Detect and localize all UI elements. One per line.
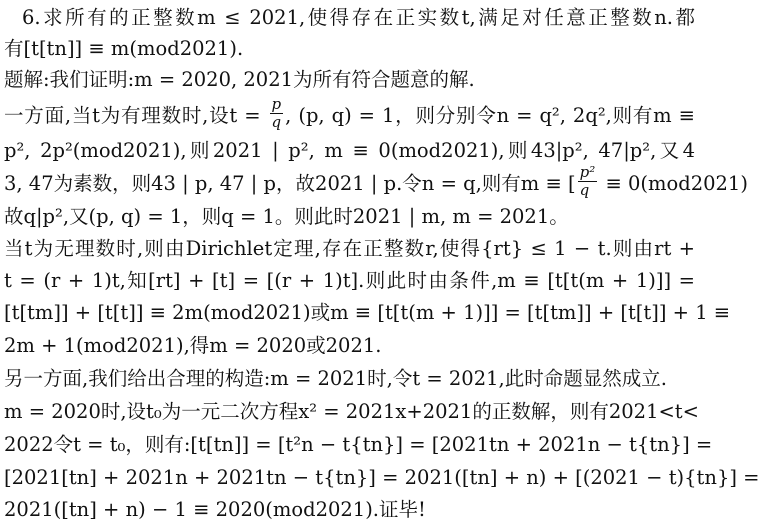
rational-case-text-c: 3, 47为素数，则43 | p, 47 | p，故2021 | p.令n = q,则有m ≡ [ [4,172,576,195]
fraction-numerator: p² [579,163,596,181]
construction-line-5: 2021([tn] + n) − 1 ≡ 2020(mod2021).证毕! [4,498,426,521]
problem-statement-line-2: 有[t[tn]] ≡ m(mod2021). [4,37,244,60]
rational-case-text-a: 一方面,当t为有理数时,设t = [4,104,268,127]
rational-case-line-2: p², 2p²(mod2021),则2021 | p², m ≡ 0(mod2021),则43|p², 47|p²,又4 [4,139,695,162]
irrational-case-line-2: t = (r + 1)t,知[rt] + [t] = [(r + 1)t].则此时由条件,m ≡ [t[t(m + 1)]] = [4,269,695,292]
construction-line-1: 另一方面,我们给出合理的构造:m = 2021时,令t = 2021,此时命题显然成立. [4,367,667,390]
irrational-case-line-4: 2m + 1(mod2021),得m = 2020或2021. [4,334,382,357]
rational-case-text-b: , (p, q) = 1，则分别令n = q², 2q²,则有m ≡ [285,104,695,127]
problem-statement-line-1: 6.求所有的正整数m ≤ 2021,使得存在正实数t,满足对任意正整数n.都 [22,6,695,29]
rational-case-conclusion: 故q|p²,又(p, q) = 1，则q = 1。则此时2021 | m, m = 2021。 [4,205,569,228]
fraction-p2-over-q [578,165,598,198]
rational-case-text-d: ≡ 0(mod2021) [599,172,748,195]
fraction-denominator: q [579,181,590,199]
construction-line-2: m = 2020时,设t₀为一元二次方程x² = 2021x+2021的正数解，则有2021<t< [4,400,699,423]
rational-case-line-1 [4,95,695,131]
irrational-case-line-3: [t[tm]] + [t[t]] ≡ 2m(mod2021)或m ≡ [t[t(m + 1)]] = [t[tm]] + [t[t]] + 1 ≡ [4,301,731,324]
fraction-numerator: p [271,95,282,113]
construction-line-4: [2021[tn] + 2021n + 2021tn − t{tn}] = 2021([tn] + n) + [(2021 − t){tn}] = [4,466,760,489]
fraction-p-over-q [270,97,284,130]
irrational-case-line-1: 当t为无理数时,则由Dirichlet定理,存在正整数r,使得{rt} ≤ 1 − t.则由rt + [4,237,695,260]
construction-line-3: 2022令t = t₀，则有:[t[tn]] = [t²n − t{tn}] = [2021tn + 2021n − t{tn}] = [4,433,713,456]
solution-intro: 题解:我们证明:m = 2020, 2021为所有符合题意的解. [4,68,475,91]
rational-case-line-3 [4,163,748,199]
fraction-denominator: q [271,113,282,131]
